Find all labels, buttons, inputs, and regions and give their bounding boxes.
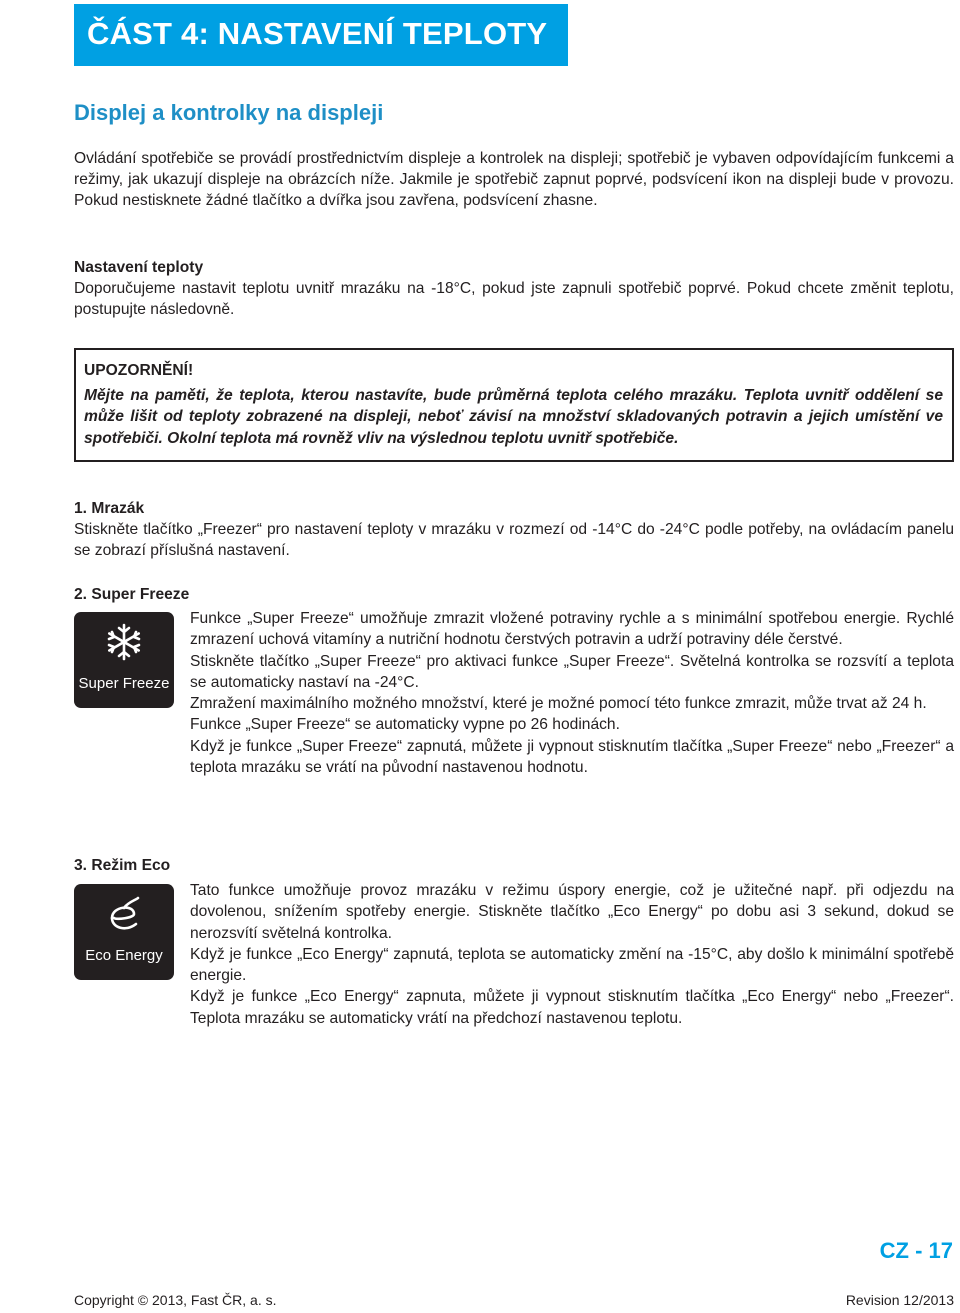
eco-paragraph: Když je funkce „Eco Energy“ zapnuta, můžete ji vypnout stisknutím tlačítka „Eco Energy“ nebo „Freezer“. Teplota mrazáku se automaticky vrátí na předchozí nastavenou teplotu.: [190, 988, 954, 1027]
super-freeze-label: Super Freeze: [78, 675, 170, 692]
superfreeze-paragraph: Když je funkce „Super Freeze“ zapnutá, můžete ji vypnout stisknutím tlačítka „Super Freeze“ nebo „Freezer“ a teplota mrazáku se vrátí na původní nastavenou hodnotu.: [190, 737, 954, 777]
eco-paragraph: Když je funkce „Eco Energy“ zapnutá, teplota se automaticky změní na -15°C, aby došlo k minimální spotřebě energie.: [190, 945, 954, 985]
revision-text: Revision 12/2013: [845, 1292, 954, 1308]
temperature-text: Doporučujeme nastavit teplotu uvnitř mrazáku na -18°C, pokud jste zapnuli spotřebič poprvé. Pokud chcete změnit teplotu, postupujte následovně.: [74, 280, 954, 318]
page-subtitle: Displej a kontrolky na displeji: [74, 100, 384, 125]
eco-heading: 3. Režim Eco: [74, 857, 171, 874]
superfreeze-paragraph: Funkce „Super Freeze“ umožňuje zmrazit vložené potraviny rychle a s minimální spotřebou energie. Rychlé zmrazení uchová vitamíny a nutriční hodnotu čerstvých potravin a udrží potraviny déle čerstvé.: [190, 610, 954, 649]
eco-energy-button[interactable]: [74, 884, 174, 980]
eco-paragraph: Tato funkce umožňuje provoz mrazáku v režimu úspory energie, což je užitečné např. při odjezdu na dovolenou, snížením spotřeby energie. Stiskněte tlačítko „Eco Energy“ po dobu asi 3 sekund, dokud se nerozsvítí světelná kontrolka.: [190, 882, 954, 942]
superfreeze-text: [190, 608, 954, 778]
superfreeze-paragraph: Stiskněte tlačítko „Super Freeze“ pro aktivaci funkce „Super Freeze“. Světelná kontrolka se rozsvítí a teplota se automaticky nastaví na -24°C.: [190, 652, 954, 691]
warning-title: UPOZORNĚNÍ!: [84, 362, 194, 379]
warning-box: [74, 348, 954, 462]
superfreeze-heading: 2. Super Freeze: [74, 586, 190, 603]
section-header: [74, 4, 568, 66]
page-number: CZ - 17: [879, 1238, 953, 1263]
copyright-text: Copyright © 2013, Fast ČR, a. s.: [74, 1292, 277, 1308]
section-title: ČÁST 4: NASTAVENÍ TEPLOTY: [87, 16, 548, 51]
superfreeze-paragraph: Zmražení maximálního možného množství, které je možné pomocí této funkce zmrazit, může trvat až 24 h.: [190, 695, 927, 713]
temperature-heading: Nastavení teploty: [74, 259, 204, 276]
warning-text: Mějte na paměti, že teplota, kterou nastavíte, bude průměrná teplota celého mrazáku. Teplota uvnitř oddělení se může lišit od teploty zobrazené na displeji, neboť závisí na množství skladovaných potravin a jejich umístění ve spotřebiči. Okolní teplota má rovněž vliv na výslednou teplotu uvnitř spotřebiče.: [84, 386, 943, 447]
super-freeze-button[interactable]: [74, 612, 174, 708]
eco-energy-label: Eco Energy: [85, 947, 163, 964]
freezer-text: Stiskněte tlačítko „Freezer“ pro nastavení teploty v mrazáku v rozmezí od -14°C do -24°C podle potřeby, na ovládacím panelu se zobrazí příslušná nastavení.: [74, 521, 954, 559]
superfreeze-paragraph: Funkce „Super Freeze“ se automaticky vypne po 26 hodinách.: [190, 716, 620, 734]
snowflake-icon: [74, 622, 174, 667]
eco-leaf-icon: [74, 894, 174, 943]
eco-text: [190, 880, 954, 1029]
freezer-heading: 1. Mrazák: [74, 500, 145, 517]
temperature-section: [74, 257, 954, 320]
freezer-section: [74, 498, 954, 561]
intro-paragraph: Ovládání spotřebiče se provádí prostřednictvím displeje a kontrolek na displeji; spotřebič je vybaven odpovídajícím funkcemi a režimy, jak ukazují displeje na obrázcích níže. Jakmile je spotřebič zapnut poprvé, podsvícení ikon na displeji bude v provozu. Pokud nestisknete žádné tlačítko a dvířka jsou zavřena, podsvícení zhasne.: [74, 150, 954, 209]
